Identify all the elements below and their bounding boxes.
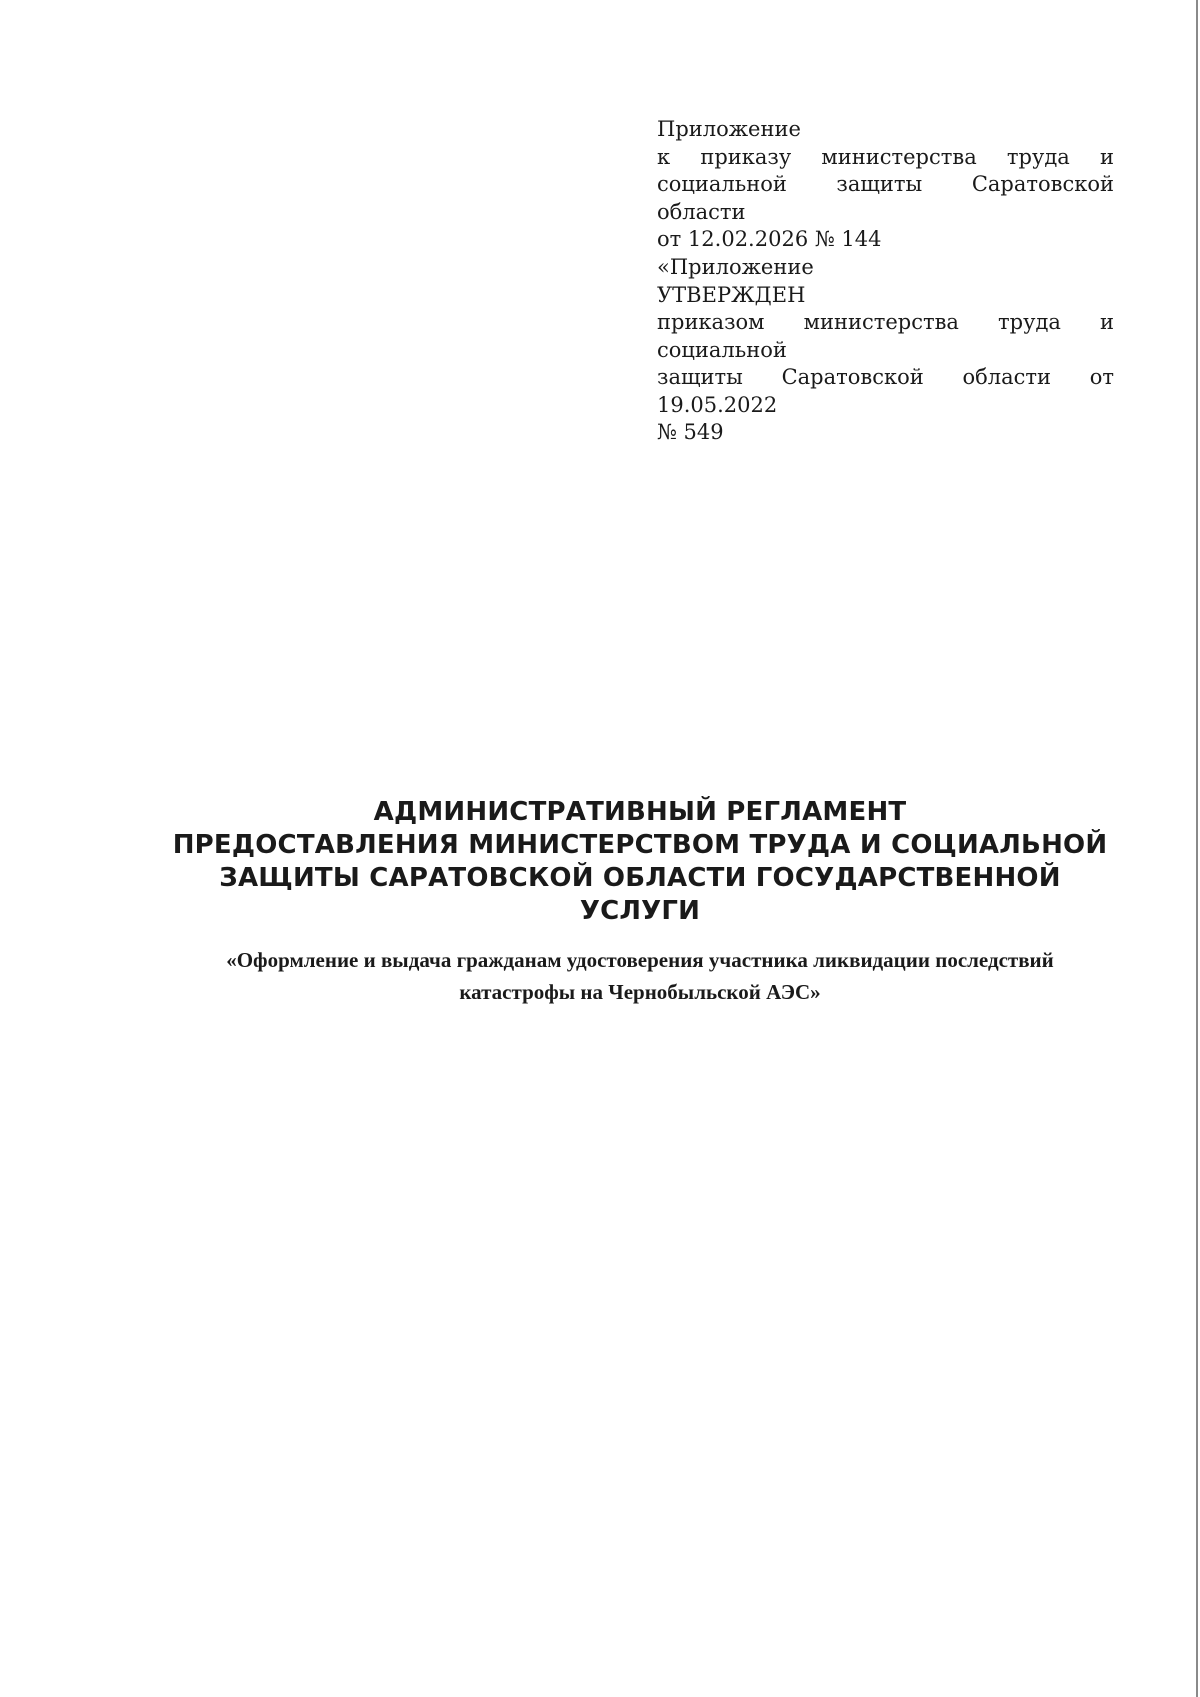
- appendix-reference-line-1: к приказу министерства труда и: [657, 144, 1114, 169]
- title-line-3: ЗАЩИТЫ САРАТОВСКОЙ ОБЛАСТИ ГОСУДАРСТВЕННОЙ: [219, 863, 1061, 893]
- approval-number: № 549: [657, 420, 724, 444]
- page-edge: [1196, 0, 1198, 1697]
- service-name-line-2: катастрофы на Чернобыльской АЭС»: [459, 980, 821, 1004]
- appendix-reference-line-2: социальной защиты Саратовской области: [657, 172, 1114, 224]
- title-line-4: УСЛУГИ: [579, 896, 701, 926]
- approval-line-2: защиты Саратовской области от 19.05.2022: [657, 365, 1114, 417]
- approval-appendix-label: «Приложение: [657, 255, 814, 279]
- approval-status: УТВЕРЖДЕН: [657, 282, 806, 307]
- document-title: [160, 796, 1120, 928]
- service-name: [160, 944, 1120, 1008]
- approval-stamp: [657, 254, 1114, 447]
- title-line-2: ПРЕДОСТАВЛЕНИЯ МИНИСТЕРСТВОМ ТРУДА И СОЦИАЛЬНОЙ: [172, 830, 1108, 860]
- appendix-header: [657, 116, 1114, 254]
- approval-line-1: приказом министерства труда и социальной: [657, 310, 1114, 362]
- appendix-reference-date: от 12.02.2026 № 144: [657, 227, 882, 251]
- title-line-1: АДМИНИСТРАТИВНЫЙ РЕГЛАМЕНТ: [373, 797, 907, 827]
- appendix-label: Приложение: [657, 117, 801, 141]
- service-name-line-1: «Оформление и выдача гражданам удостоверения участника ликвидации последствий: [226, 948, 1054, 972]
